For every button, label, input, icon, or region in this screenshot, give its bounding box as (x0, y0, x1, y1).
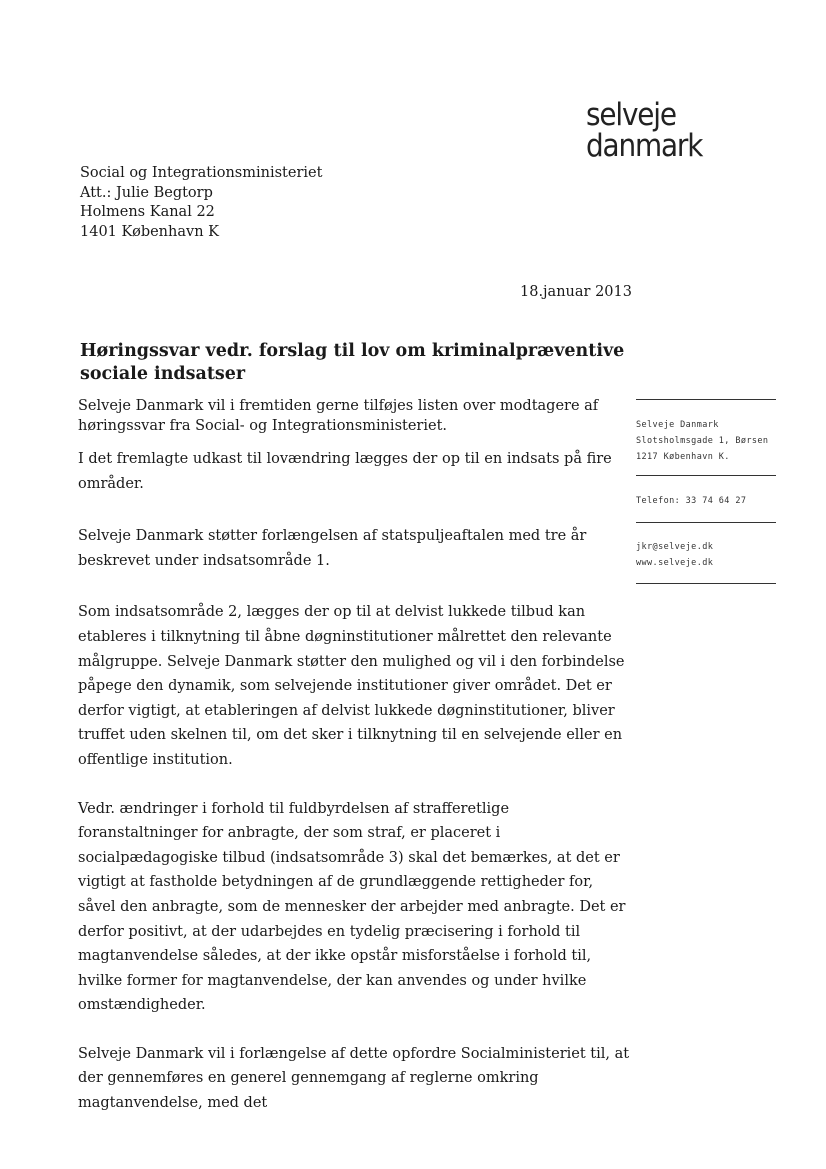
sender-web (636, 539, 713, 571)
sender-website[interactable]: www.selveje.dk (636, 558, 714, 568)
letter-title: Høringssvar vedr. forslag til lov om kriminalpræventive sociale indsatser (80, 341, 625, 384)
paragraph: Selveje Danmark støtter forlængelsen af statspuljeaftalen med tre år beskrevet under indsatsområde 1. (78, 528, 587, 569)
sidebar-divider (636, 399, 776, 400)
sender-address-line: Selveje Danmark (636, 420, 719, 430)
sender-address (636, 417, 768, 465)
sender-address-line: Slotsholmsgade 1, Børsen (636, 436, 769, 446)
letter-body (78, 396, 633, 1116)
paragraph: Selveje Danmark vil i fremtiden gerne tilføjes listen over modtagere af høringssvar fra Social- og Integrationsministeriet. (78, 398, 599, 434)
recipient-line: Att.: Julie Begtorp (80, 184, 213, 201)
sidebar-divider (636, 522, 776, 523)
logo: selveje danmark (586, 97, 703, 164)
paragraph: Selveje Danmark vil i forlængelse af dette opfordre Socialministeriet til, at der gennemføres en generel gennemgang af reglerne omkring magtanvendelse, med det (78, 1045, 630, 1112)
sender-email[interactable]: jkr@selveje.dk (636, 542, 714, 552)
paragraph: Vedr. ændringer i forhold til fuldbyrdelsen af strafferetlige foranstaltninger for anbragte, der som straf, er placeret i socialpædagogiske tilbud (indsatsområde 3) skal det bemærkes, at det er vigtigt at fastholde betydningen af de grundlæggende rettigheder for, såvel den anbragte, som de mennesker der arbejder med anbragte. Det er derfor positivt, at der udarbejdes en tydelig præcisering i forhold til magtanvendelse således, at der ikke opstår misforståelse i forhold til, hvilke former for magtanvendelse, der kan anvendes og under hvilke omstændigheder. (78, 800, 626, 1014)
recipient-address (80, 164, 480, 242)
paragraph: I det fremlagte udkast til lovændring lægges der op til en indsats på fire områder. (78, 451, 612, 492)
sender-phone: Telefon: 33 74 64 27 (636, 496, 747, 506)
sidebar-divider (636, 583, 776, 584)
recipient-line: Social og Integrationsministeriet (80, 165, 323, 181)
letter-date: 18.januar 2013 (520, 284, 632, 300)
recipient-line: Holmens Kanal 22 (80, 204, 215, 220)
paragraph: Som indsatsområde 2, lægges der op til at delvist lukkede tilbud kan etableres i tilknytning til åbne døgninstitutioner målrettet den relevante målgruppe. Selveje Danmark støtter den mulighed og vil i den forbindelse påpege den dynamik, som selvejende institutioner giver området. Det er derfor vigtigt, at etableringen af delvist lukkede døgninstitutioner, bliver truffet uden skelnen til, om det sker i tilknytning til en selvejende eller en offentlige institution. (78, 604, 625, 768)
recipient-line: 1401 København K (80, 223, 219, 240)
sender-address-line: 1217 København K. (636, 452, 730, 462)
sidebar-divider (636, 475, 776, 476)
